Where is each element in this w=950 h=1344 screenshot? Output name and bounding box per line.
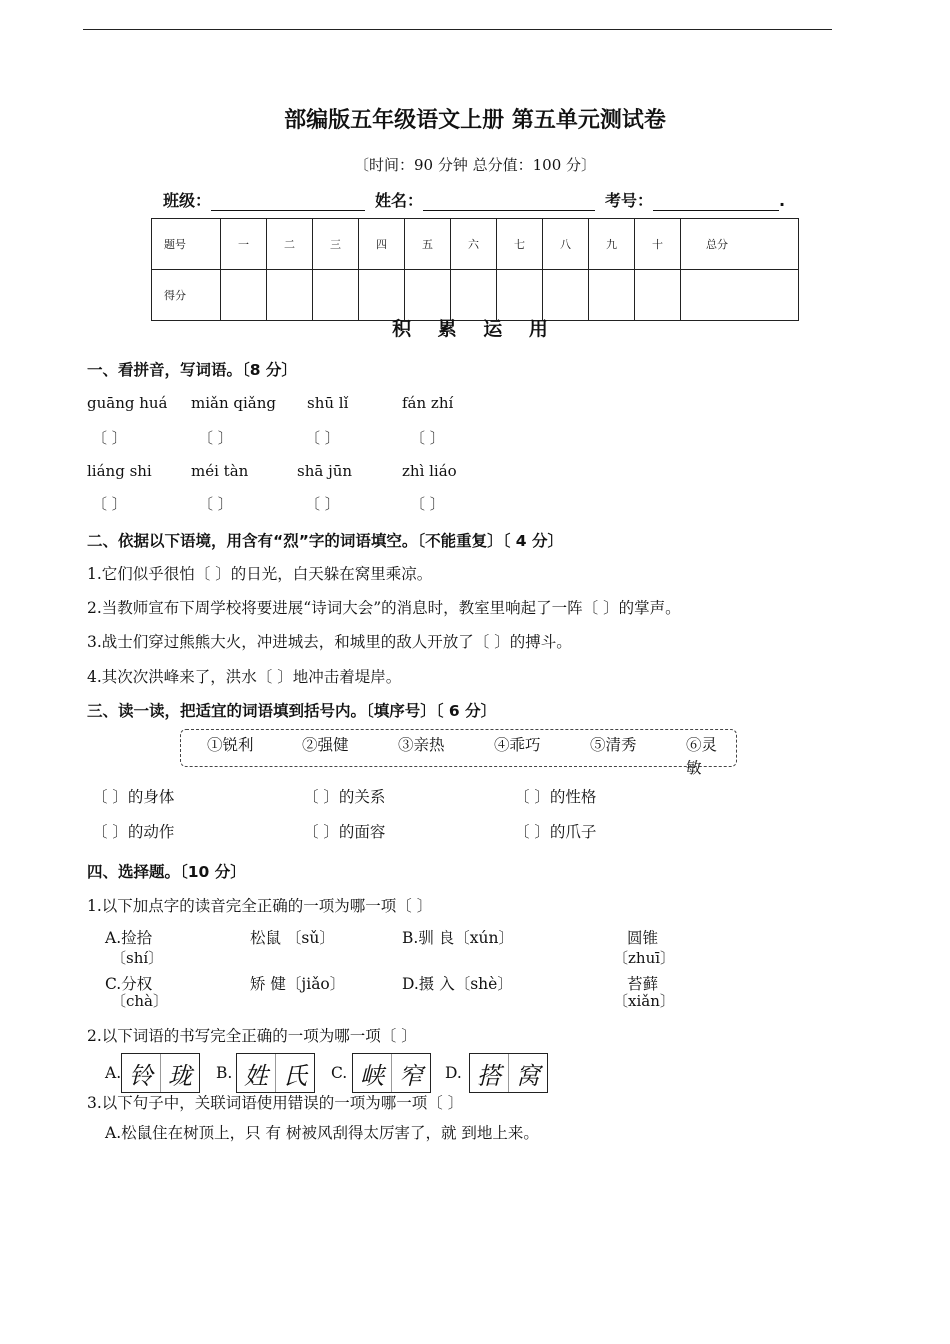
pinyin: 〔xiǎn〕	[613, 992, 675, 1010]
answer-bracket[interactable]: 〔 〕	[305, 495, 340, 513]
handwritten-char: 峡	[353, 1054, 392, 1092]
score-cell[interactable]	[313, 270, 359, 321]
name-blank[interactable]	[423, 194, 595, 211]
exam-subtitle: 〔时间：90 分钟 总分值：100 分〕	[353, 156, 597, 174]
q2-item: 2.当教师宣布下周学校将要进展“诗词大会”的消息时，教室里响起了一阵〔 〕的掌声。	[87, 599, 681, 617]
score-row-label: 得分	[152, 270, 221, 321]
pinyin: guāng huá	[87, 394, 168, 412]
header-rule	[83, 29, 832, 30]
class-field[interactable]	[163, 188, 365, 211]
answer-bracket[interactable]: 〔 〕	[305, 429, 340, 447]
q3-blank-item[interactable]: 〔 〕的身体	[92, 788, 175, 806]
score-cell[interactable]	[497, 270, 543, 321]
name-label: 姓名：	[375, 191, 424, 210]
q2-item: 1.它们似乎很怕〔 〕的日光，白天躲在窝里乘凉。	[87, 565, 433, 583]
handwritten-char: 窄	[399, 1061, 423, 1090]
answer-bracket[interactable]: 〔 〕	[92, 495, 127, 513]
q2-heading: 二、依据以下语境，用含有“烈”字的词语填空。〔不能重复〕〔 4 分〕	[87, 532, 563, 550]
pinyin: 〔shí〕	[111, 949, 164, 967]
score-cell[interactable]	[589, 270, 635, 321]
q4-2-text: 2.以下词语的书写完全正确的一项为哪一项〔 〕	[87, 1027, 417, 1045]
word-option: ②强健	[302, 736, 349, 754]
q4-2-option-c-word[interactable]	[352, 1053, 431, 1093]
q3-blank-item[interactable]: 〔 〕的面容	[303, 823, 386, 841]
score-header-cell: 五	[405, 219, 451, 270]
name-field[interactable]	[375, 188, 595, 211]
q4-2-option-c-label[interactable]: C.	[331, 1064, 348, 1082]
exam-number-field[interactable]	[605, 188, 785, 211]
q4-2-option-d-word[interactable]	[469, 1053, 548, 1093]
pinyin: liáng shi	[87, 462, 152, 480]
pinyin: 〔zhuī〕	[613, 949, 676, 967]
score-header-cell: 四	[359, 219, 405, 270]
answer-bracket[interactable]: 〔 〕	[410, 429, 445, 447]
answer-bracket[interactable]: 〔 〕	[198, 495, 233, 513]
q4-3-text: 3.以下句子中，关联词语使用错误的一项为哪一项〔 〕	[87, 1094, 464, 1112]
score-cell[interactable]	[221, 270, 267, 321]
q4-heading: 四、选择题。〔10 分〕	[87, 863, 246, 881]
score-header-cell: 十	[635, 219, 681, 270]
class-blank[interactable]	[211, 194, 365, 211]
answer-bracket[interactable]: 〔 〕	[92, 429, 127, 447]
score-header-cell: 二	[267, 219, 313, 270]
score-cell[interactable]	[543, 270, 589, 321]
q1-heading: 一、看拼音，写词语。〔8 分〕	[87, 361, 297, 379]
q4-1-option-d[interactable]: D.摄 入〔shè〕	[402, 975, 513, 993]
part-heading: 积 累 运 用	[392, 318, 558, 340]
word-option: ⑥灵	[686, 736, 718, 754]
score-header-cell: 八	[543, 219, 589, 270]
q4-2-option-b-label[interactable]: B.	[216, 1064, 233, 1082]
q4-2-option-b-word[interactable]	[236, 1053, 315, 1093]
q4-1-option-c-word2: 矫 健〔jiǎo〕	[250, 975, 346, 993]
handwritten-char: 珑	[168, 1061, 192, 1090]
pinyin: miǎn qiǎng	[191, 394, 276, 412]
handwritten-char: 氏	[283, 1061, 307, 1090]
q3-blank-item[interactable]: 〔 〕的爪子	[514, 823, 597, 841]
score-header-cell: 九	[589, 219, 635, 270]
q4-1-option-a[interactable]: A.捡拾	[105, 929, 153, 947]
score-cell[interactable]	[267, 270, 313, 321]
word-option: ③亲热	[398, 736, 445, 754]
q4-1-option-b-word2: 圆锥	[627, 929, 659, 947]
q3-heading: 三、读一读，把适宜的词语填到括号内。〔填序号〕〔 6 分〕	[87, 702, 497, 720]
q4-1-option-c[interactable]: C.分权	[105, 975, 153, 993]
page-title: 部编版五年级语文上册 第五单元测试卷	[284, 108, 666, 133]
pinyin: 〔chà〕	[111, 992, 169, 1010]
score-cell[interactable]	[405, 270, 451, 321]
exam-number-blank[interactable]	[653, 194, 779, 211]
q4-1-option-b[interactable]: B.驯 良〔xún〕	[402, 929, 514, 947]
score-header-cell: 一	[221, 219, 267, 270]
q4-1-text: 1.以下加点字的读音完全正确的一项为哪一项〔 〕	[87, 897, 433, 915]
word-option: ①锐利	[207, 736, 254, 754]
handwritten-char: 铃	[122, 1054, 161, 1092]
score-header-cell: 总分	[681, 219, 799, 270]
exam-number-label: 考号：	[605, 191, 654, 210]
answer-bracket[interactable]: 〔 〕	[198, 429, 233, 447]
score-table	[151, 218, 799, 321]
score-cell[interactable]	[451, 270, 497, 321]
score-cell[interactable]	[681, 270, 799, 321]
pinyin: fán zhí	[402, 394, 454, 412]
q2-item: 4.其次次洪峰来了，洪水〔 〕地冲击着堤岸。	[87, 668, 402, 686]
score-cell[interactable]	[359, 270, 405, 321]
score-header-cell: 六	[451, 219, 497, 270]
score-table-header-row	[152, 219, 799, 270]
q4-2-option-d-label[interactable]: D.	[445, 1064, 462, 1082]
answer-bracket[interactable]: 〔 〕	[410, 495, 445, 513]
word-option: ⑤清秀	[590, 736, 637, 754]
handwritten-char: 姓	[237, 1054, 276, 1092]
score-header-cell: 题号	[152, 219, 221, 270]
handwritten-char: 搭	[470, 1054, 509, 1092]
q3-blank-item[interactable]: 〔 〕的关系	[303, 788, 386, 806]
score-header-cell: 七	[497, 219, 543, 270]
word-bank-box	[180, 729, 737, 767]
word-option: ④乖巧	[494, 736, 541, 754]
class-label: 班级：	[163, 191, 212, 210]
q4-1-option-d-word2: 苔藓	[627, 975, 659, 993]
score-table-score-row	[152, 270, 799, 321]
score-cell[interactable]	[635, 270, 681, 321]
word-option-wrap: 敏	[686, 759, 702, 777]
handwritten-char: 窝	[516, 1061, 540, 1090]
q2-item: 3.战士们穿过熊熊大火，冲进城去，和城里的敌人开放了〔 〕的搏斗。	[87, 633, 572, 651]
pinyin: shū lǐ	[307, 394, 349, 412]
pinyin: zhì liáo	[402, 462, 457, 480]
q4-3-option-a[interactable]: A.松鼠住在树顶上，只 有 树被风刮得太厉害了，就 到地上来。	[105, 1124, 539, 1142]
q4-2-option-a-word[interactable]	[121, 1053, 200, 1093]
q4-1-option-a-word2: 松鼠 〔sǔ〕	[250, 929, 335, 947]
pinyin: shā jūn	[297, 462, 353, 480]
info-period: .	[779, 191, 786, 210]
pinyin: méi tàn	[191, 462, 249, 480]
q3-blank-item[interactable]: 〔 〕的动作	[92, 823, 175, 841]
score-header-cell: 三	[313, 219, 359, 270]
q3-blank-item[interactable]: 〔 〕的性格	[514, 788, 597, 806]
q4-2-option-a-label[interactable]: A.	[105, 1064, 122, 1082]
